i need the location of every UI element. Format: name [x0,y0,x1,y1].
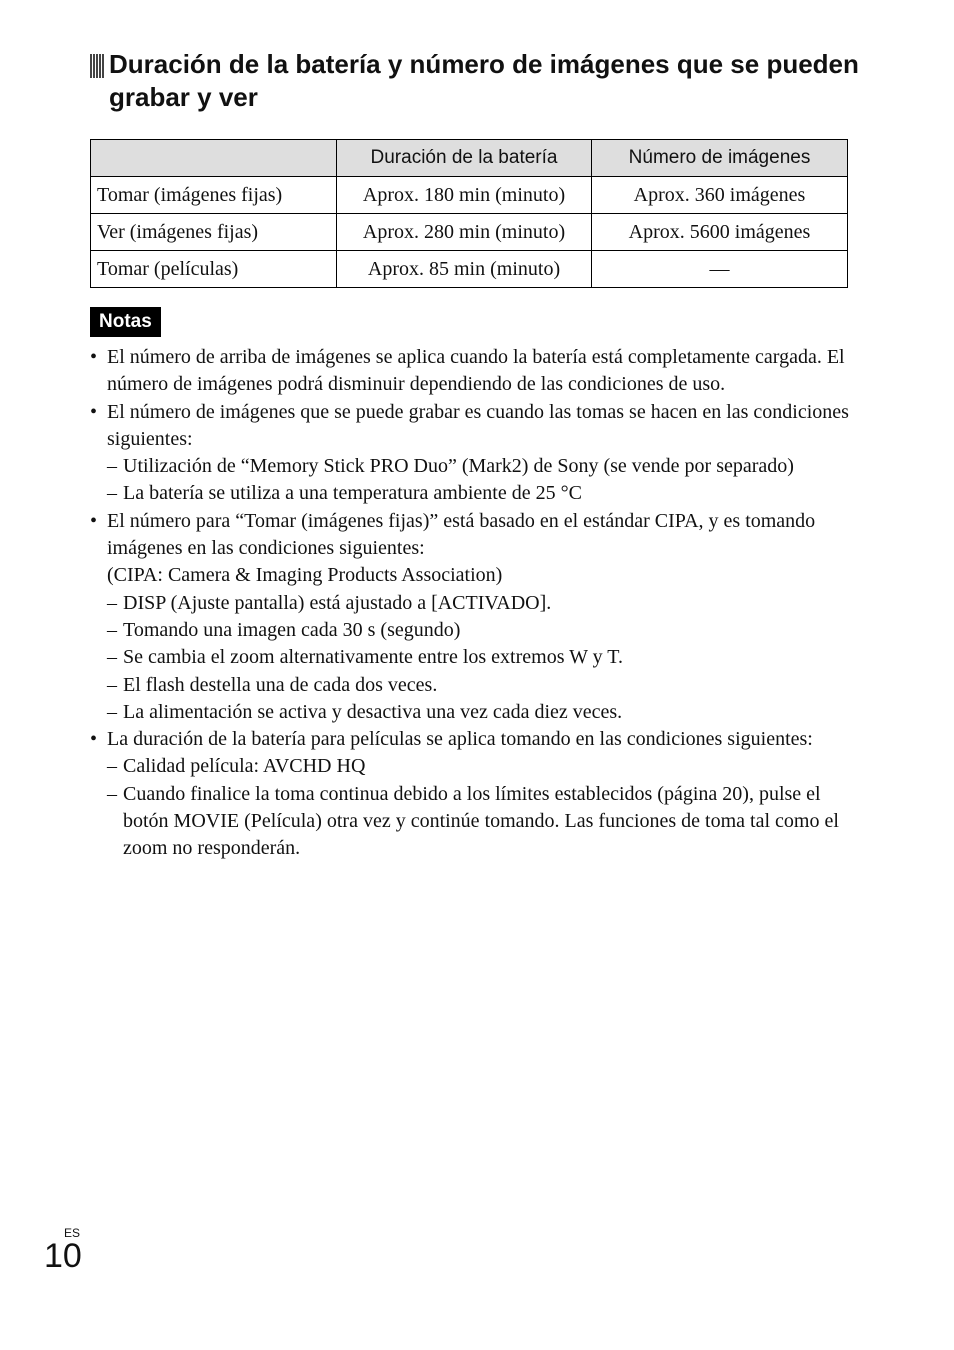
sub-item-text: Calidad película: AVCHD HQ [123,755,366,778]
sub-item-text: Cuando finalice la toma continua debido a los límites establecidos (página 20), pulse el botón MOVIE (Película) otra vez y continúe tomando. Las funciones de toma tal como el zoom no responderán. [123,782,839,860]
table-cell: Ver (imágenes fijas) [91,214,337,251]
sub-list [90,590,850,726]
sub-item-text: Utilización de “Memory Stick PRO Duo” (Mark2) de Sony (se vende por separado) [123,455,794,478]
sub-item-text: DISP (Ajuste pantalla) está ajustado a [ACTIVADO]. [123,591,552,614]
page-title: Duración de la batería y número de imágenes que se pueden grabar y ver [109,49,859,112]
heading-marker-icon [90,54,104,78]
sub-list-item: – DISP (Ajuste pantalla) está ajustado a [ACTIVADO]. [107,591,552,614]
table-row [91,214,848,251]
page-language-label: ES [64,1226,81,1240]
table-cell: Aprox. 360 imágenes [592,177,848,214]
note-text: El número para “Tomar (imágenes fijas)” está basado en el estándar CIPA, y es tomando imágenes en las condiciones siguientes: [107,509,816,560]
sub-list-item: – El flash destella una de cada dos veces. [107,673,438,696]
list-item [90,726,850,862]
note-text: El número de arriba de imágenes se aplica cuando la batería está completamente cargada. El número de imágenes podrá disminuir dependiendo de las condiciones de uso. [107,346,845,396]
sub-list-item: – Se cambia el zoom alternativamente entre los extremos W y T. [107,646,624,669]
list-item [90,344,850,399]
sub-list-item: – Calidad película: AVCHD HQ [107,755,366,778]
sub-item-text: La alimentación se activa y desactiva una vez cada diez veces. [123,700,623,723]
sub-list [90,753,850,862]
battery-table [90,139,848,288]
table-cell: Aprox. 180 min (minuto) [337,177,592,214]
table-cell: — [592,251,848,288]
page-number: 10 [44,1237,82,1275]
list-item [90,399,850,508]
sub-item-text: El flash destella una de cada dos veces. [123,673,438,696]
table-row [91,177,848,214]
sub-list-item: – La batería se utiliza a una temperatura ambiente de 25 °C [107,482,582,505]
sub-list-item: – Utilización de “Memory Stick PRO Duo” (Mark2) de Sony (se vende por separado) [107,455,794,478]
table-header-cell [91,140,337,177]
sub-item-text: Se cambia el zoom alternativamente entre los extremos W y T. [123,646,624,669]
table-header-row [91,140,848,177]
note-text: El número de imágenes que se puede grabar es cuando las tomas se hacen en las condiciones siguientes: [107,400,849,450]
sub-item-text: Tomando una imagen cada 30 s (segundo) [123,618,461,641]
sub-list [90,453,850,508]
table-row [91,251,848,288]
table-cell: Tomar (películas) [91,251,337,288]
sub-list-item: – Cuando finalice la toma continua debido a los límites establecidos (página 20), pulse el botón MOVIE (Película) otra vez y continúe tomando. Las funciones de toma tal como el zoom no responderán. [107,782,839,860]
sub-list-item: – La alimentación se activa y desactiva una vez cada diez veces. [107,700,623,723]
table-cell: Tomar (imágenes fijas) [91,177,337,214]
notes-list [90,344,850,863]
list-item [90,508,850,726]
table-cell: Aprox. 5600 imágenes [592,214,848,251]
table-cell: Aprox. 280 min (minuto) [337,214,592,251]
section-heading [90,48,860,114]
notes-badge: Notas [90,307,161,337]
note-extra-text: (CIPA: Camera & Imaging Products Association) [107,564,503,587]
sub-list-item: – Tomando una imagen cada 30 s (segundo) [107,618,461,641]
sub-item-text: La batería se utiliza a una temperatura ambiente de 25 °C [123,482,582,505]
table-cell: Aprox. 85 min (minuto) [337,251,592,288]
table-header-cell: Número de imágenes [592,140,848,177]
note-text: La duración de la batería para películas se aplica tomando en las condiciones siguientes: [107,728,813,751]
table-header-cell: Duración de la batería [337,140,592,177]
